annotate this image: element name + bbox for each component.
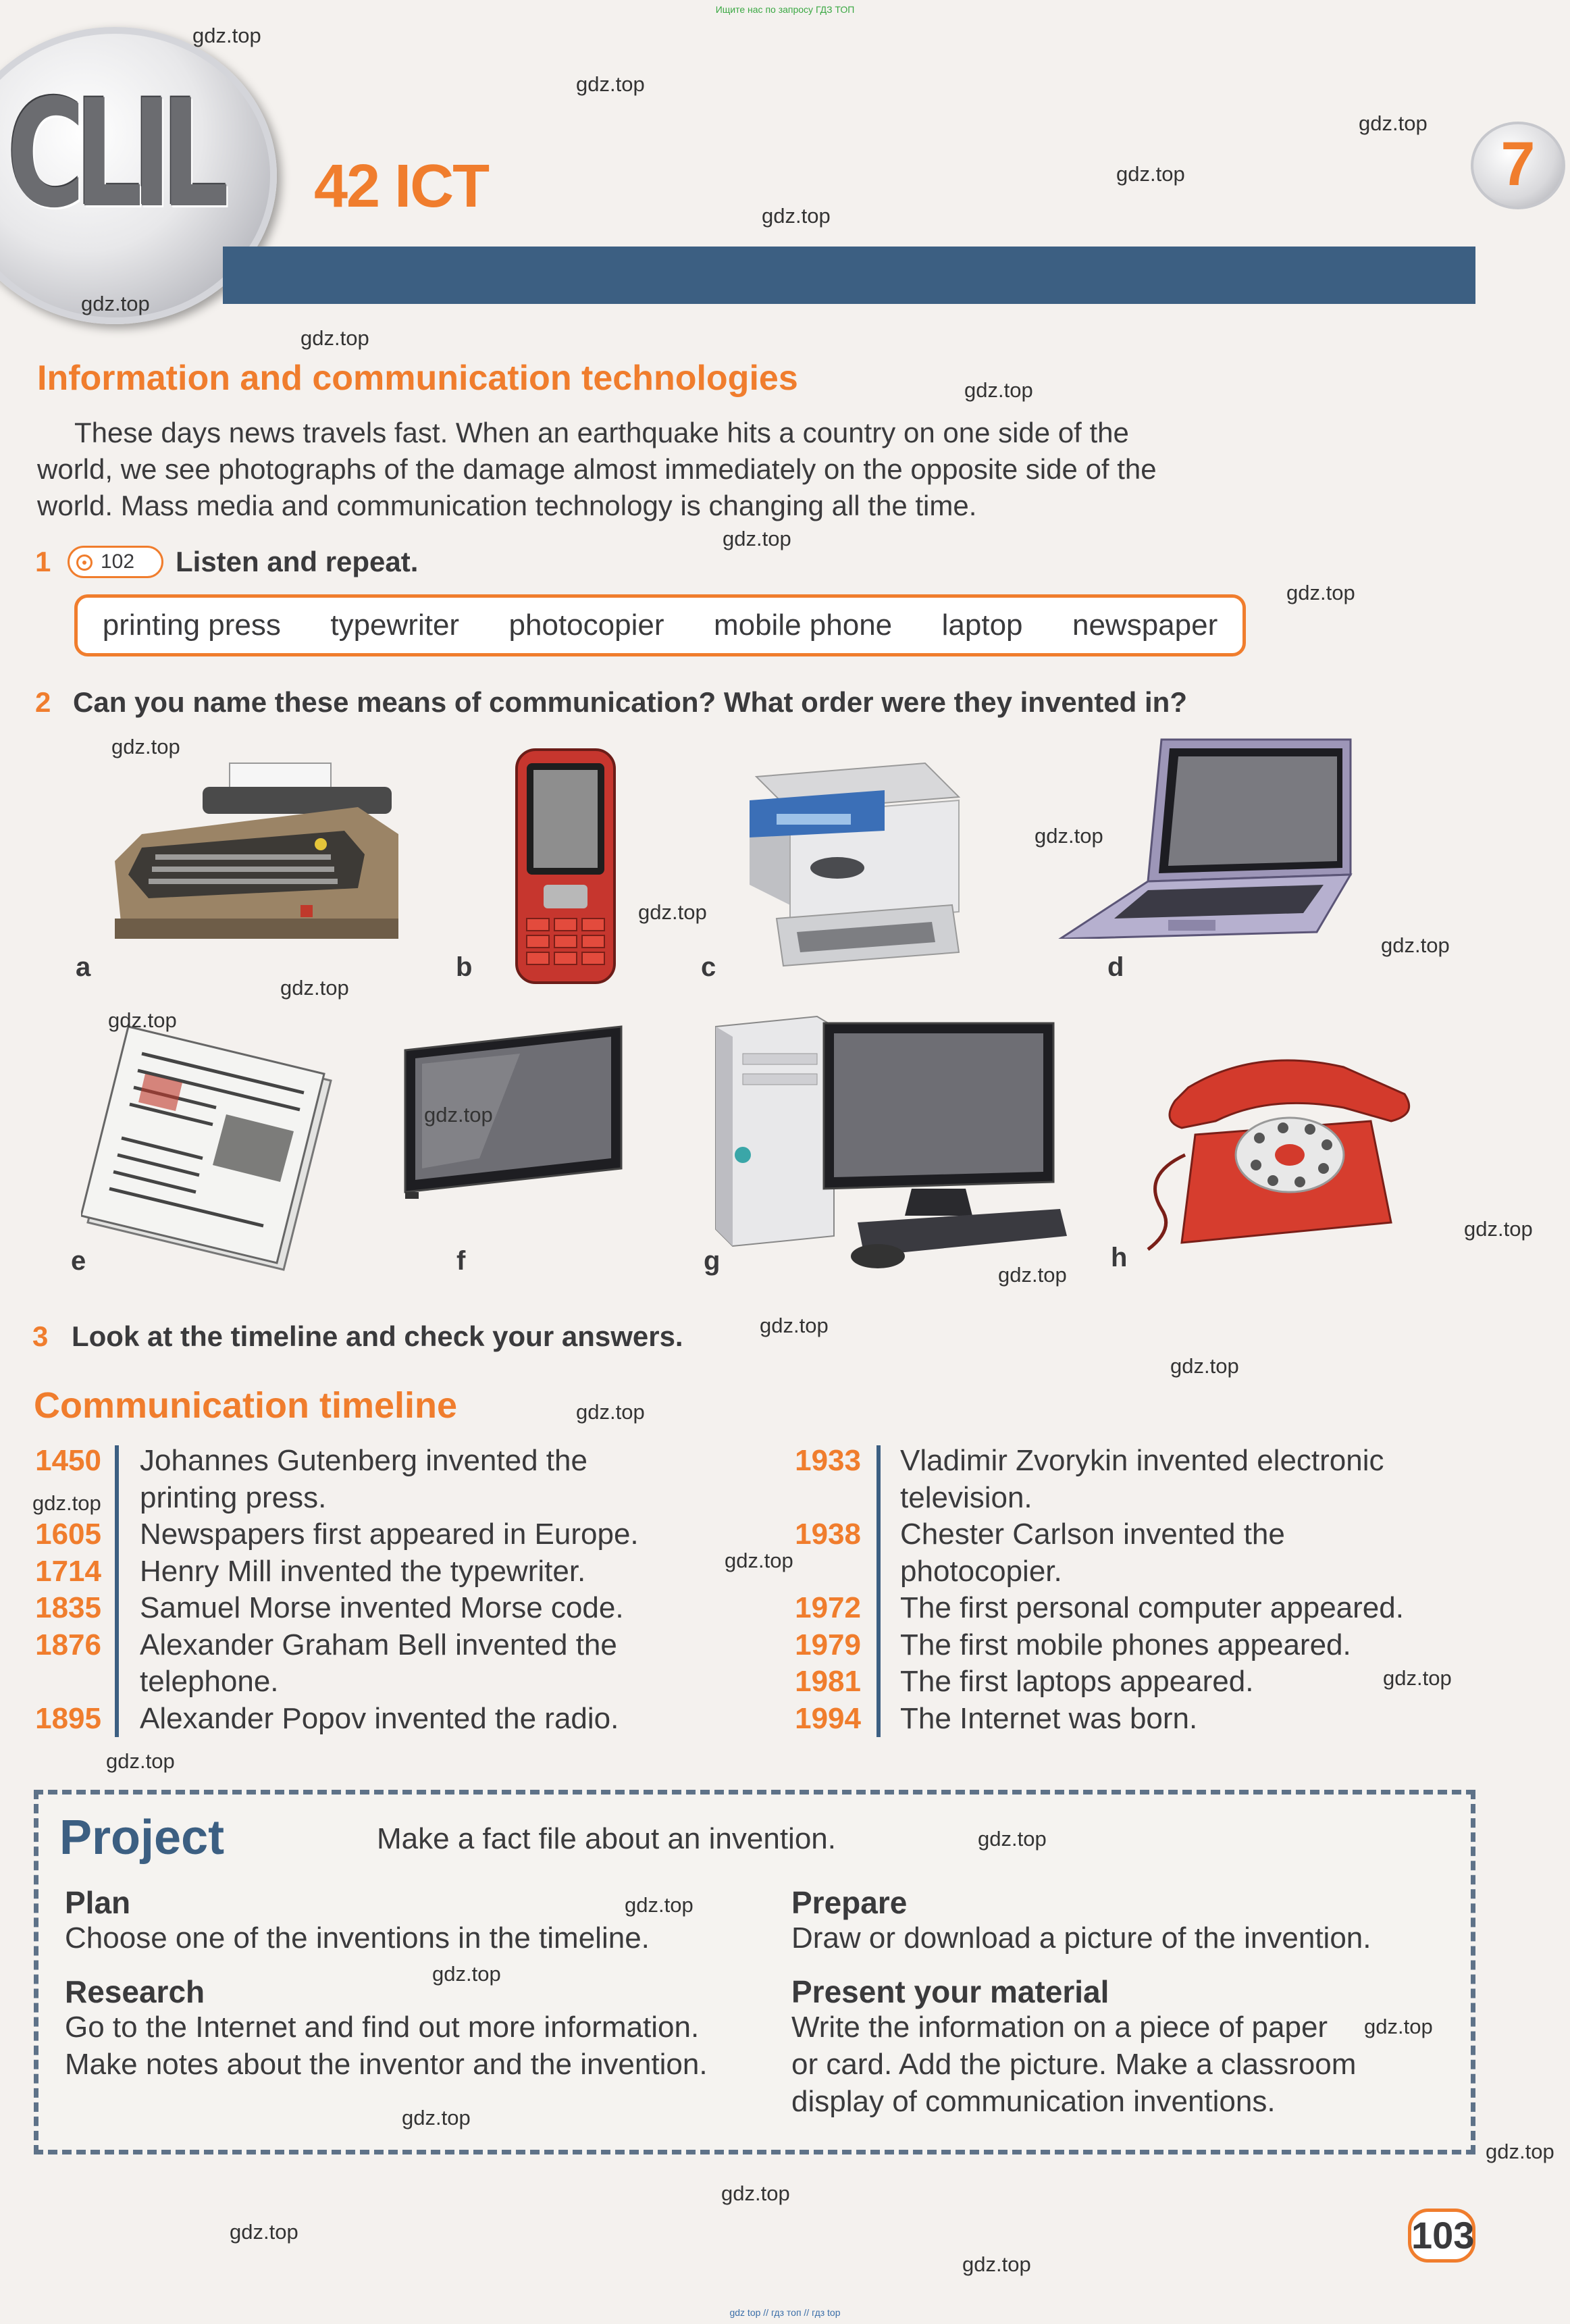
- timeline-right-bar: [876, 1445, 881, 1737]
- timeline-event: printing press.: [140, 1480, 327, 1514]
- watermark: gdz.top: [1486, 2140, 1554, 2163]
- watermark: gdz.top: [1035, 824, 1103, 848]
- timeline-year: 1714: [35, 1554, 101, 1588]
- watermark: gdz.top: [1383, 1666, 1452, 1690]
- watermark: gdz.top: [1116, 162, 1185, 186]
- exercise-1-instruction: Listen and repeat.: [176, 546, 419, 577]
- bottom-note: gdz top // гдз топ // гдз top: [729, 2307, 841, 2318]
- watermark: gdz.top: [1364, 2015, 1433, 2038]
- timeline-event: Johannes Gutenberg invented the: [140, 1444, 587, 1477]
- timeline-year: 1972: [795, 1591, 861, 1624]
- watermark: gdz.top: [978, 1827, 1047, 1851]
- word-item: printing press: [102, 609, 281, 642]
- research-heading: Research: [65, 1974, 205, 2009]
- watermark: gdz.top: [402, 2106, 471, 2129]
- intro-line: world. Mass media and communication technology is changing all the time.: [37, 490, 977, 521]
- watermark: gdz.top: [230, 2220, 298, 2244]
- watermark: gdz.top: [81, 292, 150, 315]
- exercise-3-instruction: Look at the timeline and check your answers.: [72, 1320, 683, 1352]
- timeline-year: 1994: [795, 1701, 861, 1735]
- watermark: gdz.top: [760, 1314, 829, 1337]
- watermark: gdz.top: [1170, 1354, 1239, 1378]
- project-title: Project: [59, 1811, 225, 1865]
- header-band: [223, 247, 1475, 304]
- picture-label: b: [456, 952, 473, 982]
- timeline-left-years: [27, 1443, 101, 1737]
- timeline-event: Henry Mill invented the typewriter.: [140, 1554, 586, 1588]
- timeline-heading: Communication timeline: [34, 1385, 458, 1426]
- photocopier-icon: [729, 750, 972, 979]
- timeline-event: The first mobile phones appeared.: [900, 1628, 1351, 1661]
- project-intro: Make a fact file about an invention.: [377, 1822, 836, 1855]
- watermark: gdz.top: [725, 1549, 793, 1572]
- watermark: gdz.top: [106, 1749, 175, 1773]
- unit-title: 42 ICT: [314, 153, 489, 220]
- watermark: gdz.top: [723, 527, 791, 550]
- picture-label: g: [704, 1246, 721, 1276]
- plan-heading: Plan: [65, 1885, 131, 1920]
- timeline-event: Samuel Morse invented Morse code.: [140, 1591, 624, 1624]
- watermark: gdz.top: [280, 976, 349, 1000]
- watermark: gdz.top: [721, 2181, 790, 2205]
- watermark: gdz.top: [964, 378, 1033, 402]
- timeline-year: 1835: [35, 1591, 101, 1624]
- picture-label: a: [76, 952, 91, 982]
- timeline-event: Vladimir Zvorykin invented electronic: [900, 1444, 1384, 1477]
- picture-label: h: [1111, 1243, 1128, 1272]
- telephone-icon: [1121, 1054, 1418, 1256]
- mobile-phone-icon: [513, 746, 618, 986]
- clil-logo: CLIL: [7, 68, 219, 240]
- watermark: gdz.top: [1286, 581, 1355, 604]
- research-text: [65, 2009, 708, 2083]
- watermark: gdz.top: [1359, 111, 1428, 135]
- exercise-3-number: 3: [32, 1320, 49, 1352]
- present-line: display of communication inventions.: [791, 2085, 1276, 2118]
- present-line: Write the information on a piece of paper: [791, 2011, 1328, 2044]
- timeline-event: Alexander Graham Bell invented the: [140, 1628, 617, 1661]
- watermark: gdz.top: [432, 1962, 501, 1986]
- picture-label: e: [71, 1246, 86, 1276]
- timeline-year: 1450: [35, 1444, 101, 1477]
- audio-track-number: 102: [101, 550, 135, 573]
- watermark: gdz.top: [300, 326, 369, 350]
- word-item: laptop: [941, 609, 1023, 642]
- timeline-event: The first laptops appeared.: [900, 1665, 1254, 1698]
- audio-track-badge[interactable]: [68, 546, 163, 578]
- watermark: gdz.top: [962, 2252, 1031, 2276]
- watermark: gdz.top: [1381, 933, 1450, 957]
- watermark: gdz.top: [576, 1400, 645, 1424]
- picture-label: c: [701, 952, 716, 982]
- timeline-left-events: [140, 1443, 748, 1737]
- prepare-heading: Prepare: [791, 1885, 908, 1920]
- timeline-right-events: [900, 1443, 1508, 1737]
- watermark: gdz.top: [638, 900, 707, 924]
- watermark: gdz.top: [111, 735, 180, 758]
- timeline-event: telephone.: [140, 1665, 279, 1698]
- plan-text: Choose one of the inventions in the timeline.: [65, 1921, 650, 1955]
- word-box: [74, 594, 1246, 656]
- unit-number-badge: 7: [1471, 122, 1565, 209]
- intro-paragraph: [37, 415, 1253, 524]
- watermark: gdz.top: [1464, 1217, 1533, 1241]
- timeline-event: The first personal computer appeared.: [900, 1591, 1404, 1624]
- watermark: gdz.top: [625, 1893, 694, 1917]
- timeline-right-years: [787, 1443, 861, 1737]
- word-item: typewriter: [330, 609, 460, 642]
- watermark: gdz.top: [424, 1103, 493, 1127]
- timeline-year: 1605: [35, 1518, 101, 1551]
- picture-label: f: [456, 1246, 466, 1276]
- timeline-year: 1933: [795, 1444, 861, 1477]
- present-line: or card. Add the picture. Make a classroom: [791, 2048, 1357, 2081]
- research-line: Make notes about the inventor and the invention.: [65, 2048, 708, 2081]
- page-number: 103: [1408, 2209, 1475, 2263]
- timeline-year: 1876: [35, 1628, 101, 1661]
- watermark: gdz.top: [998, 1263, 1067, 1287]
- picture-label: d: [1107, 952, 1124, 982]
- word-item: photocopier: [508, 609, 664, 642]
- timeline-event: Chester Carlson invented the: [900, 1518, 1285, 1551]
- timeline-year: 1895: [35, 1701, 101, 1735]
- timeline-event: Alexander Popov invented the radio.: [140, 1701, 619, 1735]
- intro-line: These days news travels fast. When an earthquake hits a country on one side of the: [74, 417, 1129, 448]
- exercise-1-number: 1: [35, 546, 51, 577]
- word-item: mobile phone: [713, 609, 893, 642]
- timeline-event: The Internet was born.: [900, 1701, 1198, 1735]
- computer-icon: [702, 1013, 1067, 1270]
- watermark: gdz.top: [32, 1491, 101, 1515]
- present-text: [791, 2009, 1356, 2120]
- present-heading: Present your material: [791, 1974, 1109, 2009]
- prepare-text: Draw or download a picture of the invention.: [791, 1921, 1371, 1955]
- word-item: newspaper: [1072, 609, 1218, 642]
- timeline-year: 1938: [795, 1518, 861, 1551]
- top-note: Ищите нас по запросу ГДЗ ТОП: [715, 4, 855, 15]
- timeline-year: 1981: [795, 1665, 861, 1698]
- watermark: gdz.top: [108, 1008, 177, 1032]
- research-line: Go to the Internet and find out more information.: [65, 2011, 700, 2044]
- watermark: gdz.top: [762, 204, 831, 228]
- timeline-event: television.: [900, 1480, 1032, 1514]
- newspaper-icon: [81, 1020, 338, 1276]
- exercise-2-number: 2: [35, 686, 51, 718]
- cd-icon: [76, 554, 93, 571]
- timeline-left-bar: [115, 1445, 119, 1737]
- watermark: gdz.top: [576, 72, 645, 96]
- watermark: gdz.top: [192, 24, 261, 47]
- exercise-2-instruction: Can you name these means of communication? What order were they invented in?: [73, 686, 1187, 718]
- typewriter-icon: [101, 760, 419, 956]
- timeline-event: Newspapers first appeared in Europe.: [140, 1518, 639, 1551]
- timeline-year: 1979: [795, 1628, 861, 1661]
- intro-line: world, we see photographs of the damage almost immediately on the opposite side of the: [37, 453, 1157, 485]
- timeline-event: photocopier.: [900, 1554, 1062, 1588]
- intro-heading: Information and communication technologies: [37, 359, 798, 398]
